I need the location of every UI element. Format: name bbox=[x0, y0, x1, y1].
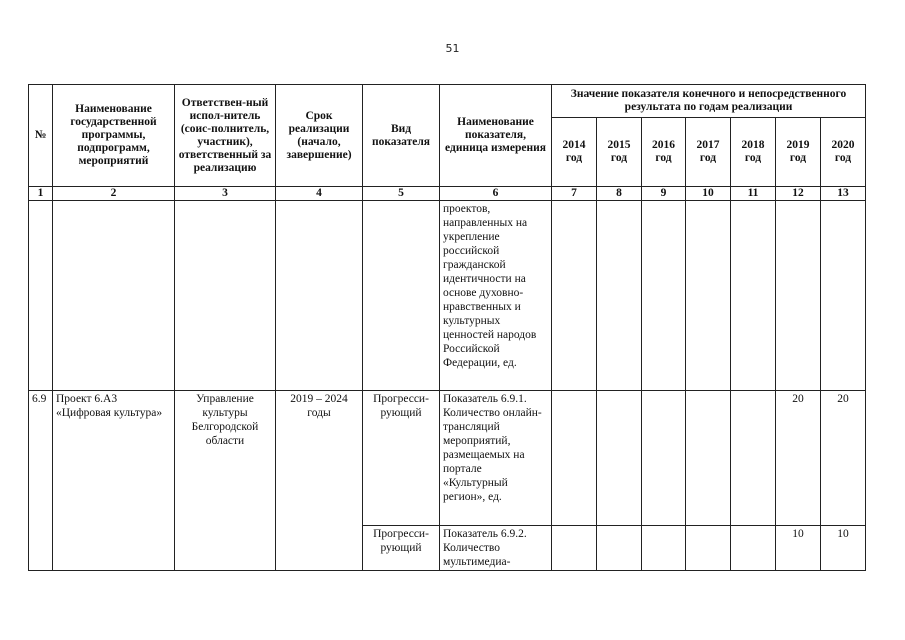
header-values-group: Значение показателя конечного и непосредственного результата по годам реализации bbox=[552, 85, 866, 118]
empty-cell bbox=[552, 201, 597, 391]
header-indicator: Наименование показателя, единица измерения bbox=[440, 85, 552, 187]
year-value bbox=[597, 391, 642, 526]
column-number: 10 bbox=[686, 187, 731, 201]
indicator-continuation: проектов, направленных на укрепление российской гражданской идентичности на основе духовно-нравственных и культурных ценностей народов Российской Федерации, ед. bbox=[440, 201, 552, 391]
implementation-period: 2019 – 2024 годы bbox=[276, 391, 363, 571]
empty-cell bbox=[276, 201, 363, 391]
column-number: 12 bbox=[776, 187, 821, 201]
year-value: 20 bbox=[776, 391, 821, 526]
indicator-type: Прогресси-рующий bbox=[363, 391, 440, 526]
empty-cell bbox=[642, 201, 686, 391]
column-number: 6 bbox=[440, 187, 552, 201]
table-row bbox=[29, 201, 866, 391]
header-year: 2019 год bbox=[776, 118, 821, 187]
empty-cell bbox=[597, 201, 642, 391]
year-value bbox=[686, 526, 731, 571]
empty-cell bbox=[363, 201, 440, 391]
responsible-executor: Управление культуры Белгородской области bbox=[175, 391, 276, 571]
empty-cell bbox=[776, 201, 821, 391]
year-value bbox=[731, 526, 776, 571]
column-number: 2 bbox=[53, 187, 175, 201]
table-row bbox=[29, 391, 866, 526]
column-number: 9 bbox=[642, 187, 686, 201]
program-name: Проект 6.А3 «Цифровая культура» bbox=[53, 391, 175, 571]
indicator-name: Показатель 6.9.2. Количество мультимедиа- bbox=[440, 526, 552, 571]
header-program: Наименование государственной программы, подпрограмм, мероприятий bbox=[53, 85, 175, 187]
indicator-name: Показатель 6.9.1. Количество онлайн-трансляций мероприятий, размещаемых на портале «Культурный регион», ед. bbox=[440, 391, 552, 526]
header-year: 2015 год bbox=[597, 118, 642, 187]
header-year: 2017 год bbox=[686, 118, 731, 187]
header-executor: Ответствен-ный испол-нитель (соис-полнитель, участник), ответственный за реализацию bbox=[175, 85, 276, 187]
column-number: 11 bbox=[731, 187, 776, 201]
year-value bbox=[642, 391, 686, 526]
header-year: 2018 год bbox=[731, 118, 776, 187]
column-number: 8 bbox=[597, 187, 642, 201]
year-value bbox=[552, 391, 597, 526]
year-value bbox=[552, 526, 597, 571]
year-value bbox=[642, 526, 686, 571]
year-value bbox=[686, 391, 731, 526]
year-value bbox=[597, 526, 642, 571]
column-number: 7 bbox=[552, 187, 597, 201]
empty-cell bbox=[731, 201, 776, 391]
year-value bbox=[731, 391, 776, 526]
header-year: 2020 год bbox=[821, 118, 866, 187]
header-year: 2016 год bbox=[642, 118, 686, 187]
year-value: 20 bbox=[821, 391, 866, 526]
indicator-type: Прогресси-рующий bbox=[363, 526, 440, 571]
page-number: 51 bbox=[445, 42, 460, 55]
empty-cell bbox=[686, 201, 731, 391]
year-value: 10 bbox=[776, 526, 821, 571]
header-no: № bbox=[29, 85, 53, 187]
year-value: 10 bbox=[821, 526, 866, 571]
indicators-table bbox=[28, 84, 866, 571]
empty-cell bbox=[53, 201, 175, 391]
column-number: 5 bbox=[363, 187, 440, 201]
header-year: 2014 год bbox=[552, 118, 597, 187]
header-type: Вид показателя bbox=[363, 85, 440, 187]
column-number: 3 bbox=[175, 187, 276, 201]
header-period: Срок реализации (начало, завершение) bbox=[276, 85, 363, 187]
column-number: 13 bbox=[821, 187, 866, 201]
row-number: 6.9 bbox=[29, 391, 53, 571]
column-number: 1 bbox=[29, 187, 53, 201]
column-number: 4 bbox=[276, 187, 363, 201]
empty-cell bbox=[175, 201, 276, 391]
empty-cell bbox=[821, 201, 866, 391]
empty-cell bbox=[29, 201, 53, 391]
